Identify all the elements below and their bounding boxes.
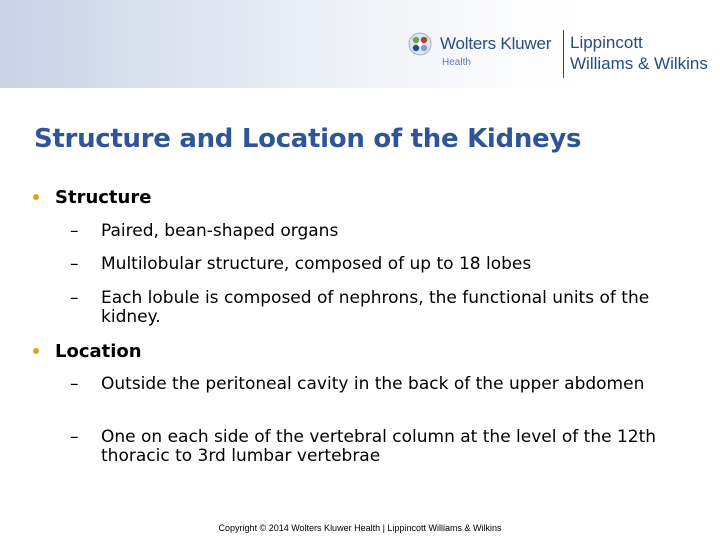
sub-bullet-text: Outside the peritoneal cavity in the back of the upper abdomen — [101, 374, 645, 394]
dash-icon: – — [70, 288, 79, 308]
wolters-kluwer-globe-icon — [408, 32, 432, 56]
sub-bullet-text: One on each side of the vertebral column at the level of the 12th thoracic to 3rd lumbar vertebrae — [101, 427, 657, 466]
logo-divider — [563, 30, 564, 78]
bullet-dot-icon — [33, 348, 39, 354]
bullet-label: Structure — [55, 187, 152, 208]
sub-bullet-text: Each lobule is composed of nephrons, the functional units of the kidney. — [101, 288, 650, 327]
dash-icon: – — [70, 374, 79, 394]
copyright-footer: Copyright © 2014 Wolters Kluwer Health | Lippincott Williams & Wilkins — [218, 523, 502, 533]
lww-line2: Williams & Wilkins — [570, 54, 708, 73]
sub-bullet-text: Multilobular structure, composed of up to 18 lobes — [101, 254, 532, 274]
bullet-label: Location — [55, 341, 142, 362]
sub-bullet-text: Paired, bean-shaped organs — [101, 221, 339, 241]
lww-line1: Lippincott — [570, 33, 643, 52]
bullet-dot-icon — [33, 194, 39, 200]
wk-health-label: Health — [442, 57, 471, 68]
slide-title: Structure and Location of the Kidneys — [34, 124, 582, 154]
lww-name — [570, 32, 708, 74]
wk-name: Wolters Kluwer — [440, 34, 552, 53]
dash-icon: – — [70, 221, 79, 241]
dash-icon: – — [70, 254, 79, 274]
publisher-logo — [408, 30, 714, 80]
dash-icon: – — [70, 427, 79, 447]
